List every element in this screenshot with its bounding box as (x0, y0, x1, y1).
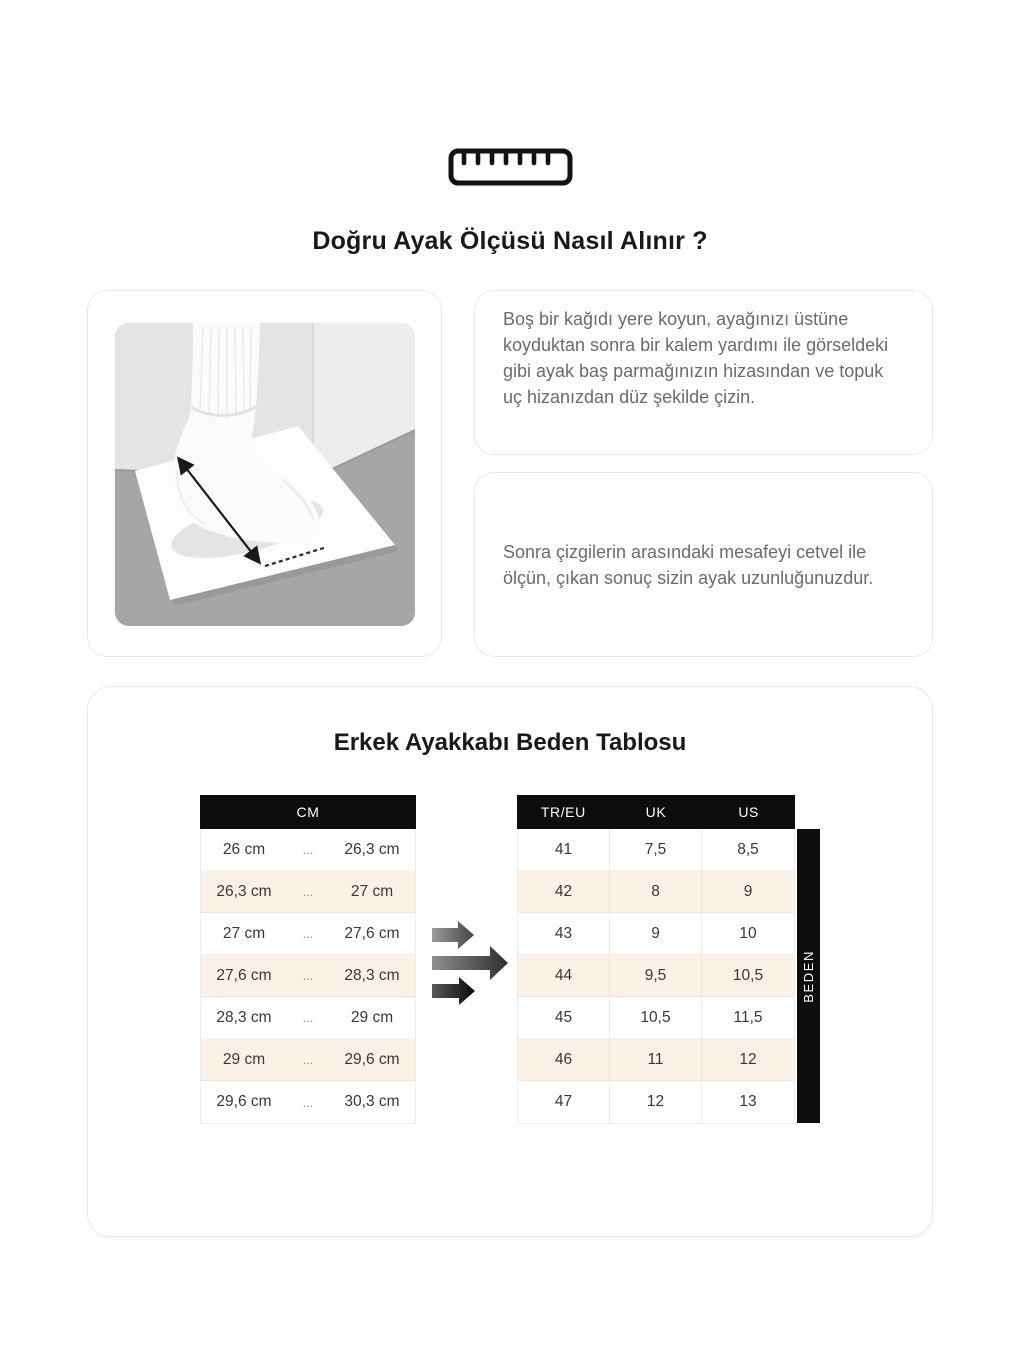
size-chart-title: Erkek Ayakkabı Beden Tablosu (333, 729, 687, 756)
size-table-wrap (517, 795, 820, 1124)
beden-label: BEDEN (801, 949, 816, 1003)
conversion-arrows-icon (432, 920, 508, 1011)
range-dots: ... (302, 1010, 314, 1025)
size-us: 9 (743, 883, 753, 900)
cm-from: 28,3 cm (216, 1008, 272, 1026)
cm-from: 29 cm (222, 1050, 266, 1068)
ruler-icon (87, 148, 933, 186)
size-uk: 12 (610, 1081, 702, 1123)
size-us: 10,5 (732, 967, 764, 984)
size-uk: 8 (610, 871, 702, 913)
size-table-header (517, 795, 795, 829)
size-chart-card (87, 686, 933, 1237)
size-us: 11,5 (733, 1009, 763, 1026)
size-table-row (518, 1039, 794, 1081)
measurement-photo-card (87, 290, 442, 657)
size-uk: 9 (610, 913, 702, 955)
cm-table-row (201, 1039, 415, 1081)
size-uk: 7,5 (610, 829, 702, 871)
cm-table-row (201, 997, 415, 1039)
size-treu: 47 (518, 1081, 610, 1123)
size-us: 13 (739, 1093, 757, 1110)
size-treu: 43 (518, 913, 610, 955)
cm-to: 27,6 cm (344, 924, 400, 942)
cm-table-row (201, 871, 415, 913)
foot-measurement-image (115, 323, 415, 626)
beden-side-bar (797, 829, 820, 1123)
size-us: 10 (739, 925, 757, 942)
range-dots: ... (302, 968, 314, 983)
cm-to: 26,3 cm (344, 840, 400, 858)
cm-to: 27 cm (350, 882, 394, 900)
instruction-step-1-text: Boş bir kağıdı yere koyun, ayağınızı üstüne koyduktan sonra bir kalem yardımı ile görseldeki gibi ayak baş parmağınızın hizasından ve topuk uç hizanızdan düz şekilde çizin. (503, 309, 889, 407)
cm-from: 26,3 cm (216, 882, 272, 900)
cm-from: 27,6 cm (216, 966, 272, 984)
cm-from: 29,6 cm (216, 1093, 272, 1110)
instruction-cards (474, 290, 933, 657)
cm-to: 29,6 cm (344, 1050, 400, 1068)
size-treu: 42 (518, 871, 610, 913)
size-uk: 11 (610, 1039, 702, 1081)
size-table (517, 795, 795, 1124)
instruction-step-2-text: Sonra çizgilerin arasındaki mesafeyi cetvel ile ölçün, çıkan sonuç sizin ayak uzunluğunuzdur. (503, 541, 874, 588)
size-treu: 45 (518, 997, 610, 1039)
range-dots: ... (302, 1052, 314, 1067)
size-uk: 9,5 (610, 955, 702, 997)
cm-table-row (201, 829, 415, 871)
size-table-row (518, 829, 794, 871)
cm-to: 28,3 cm (344, 966, 400, 984)
cm-table-body (200, 829, 416, 1124)
instructions-section (87, 290, 933, 657)
size-table-row (518, 913, 794, 955)
size-treu: 44 (518, 955, 610, 997)
cm-table (200, 795, 416, 1124)
size-treu: 41 (518, 829, 610, 871)
size-table-row (518, 955, 794, 997)
col-header-treu: TR/EU (540, 804, 586, 820)
cm-from: 26 cm (222, 840, 266, 858)
range-dots: ... (302, 1094, 314, 1110)
size-chart-tables (88, 795, 932, 1124)
instruction-step-2-card (474, 472, 933, 657)
cm-table-row (201, 913, 415, 955)
size-table-body (517, 829, 795, 1124)
cm-to: 29 cm (350, 1008, 394, 1026)
cm-to: 30,3 cm (344, 1093, 400, 1110)
size-us: 12 (739, 1051, 757, 1068)
cm-table-header: CM (200, 795, 416, 829)
size-table-row (518, 1081, 794, 1123)
col-header-uk: UK (645, 804, 667, 820)
range-dots: ... (302, 926, 314, 941)
size-us: 8,5 (737, 841, 759, 858)
size-table-row (518, 997, 794, 1039)
size-guide-page (87, 0, 933, 1237)
page-title: Doğru Ayak Ölçüsü Nasıl Alınır ? (312, 227, 708, 255)
range-dots: ... (302, 842, 314, 857)
col-header-us: US (738, 804, 759, 820)
size-uk: 10,5 (610, 997, 702, 1039)
cm-table-row (201, 1081, 415, 1123)
range-dots: ... (302, 884, 314, 899)
instruction-step-1-card (474, 290, 933, 455)
cm-table-row (201, 955, 415, 997)
cm-from: 27 cm (222, 924, 266, 942)
size-treu: 46 (518, 1039, 610, 1081)
size-table-row (518, 871, 794, 913)
